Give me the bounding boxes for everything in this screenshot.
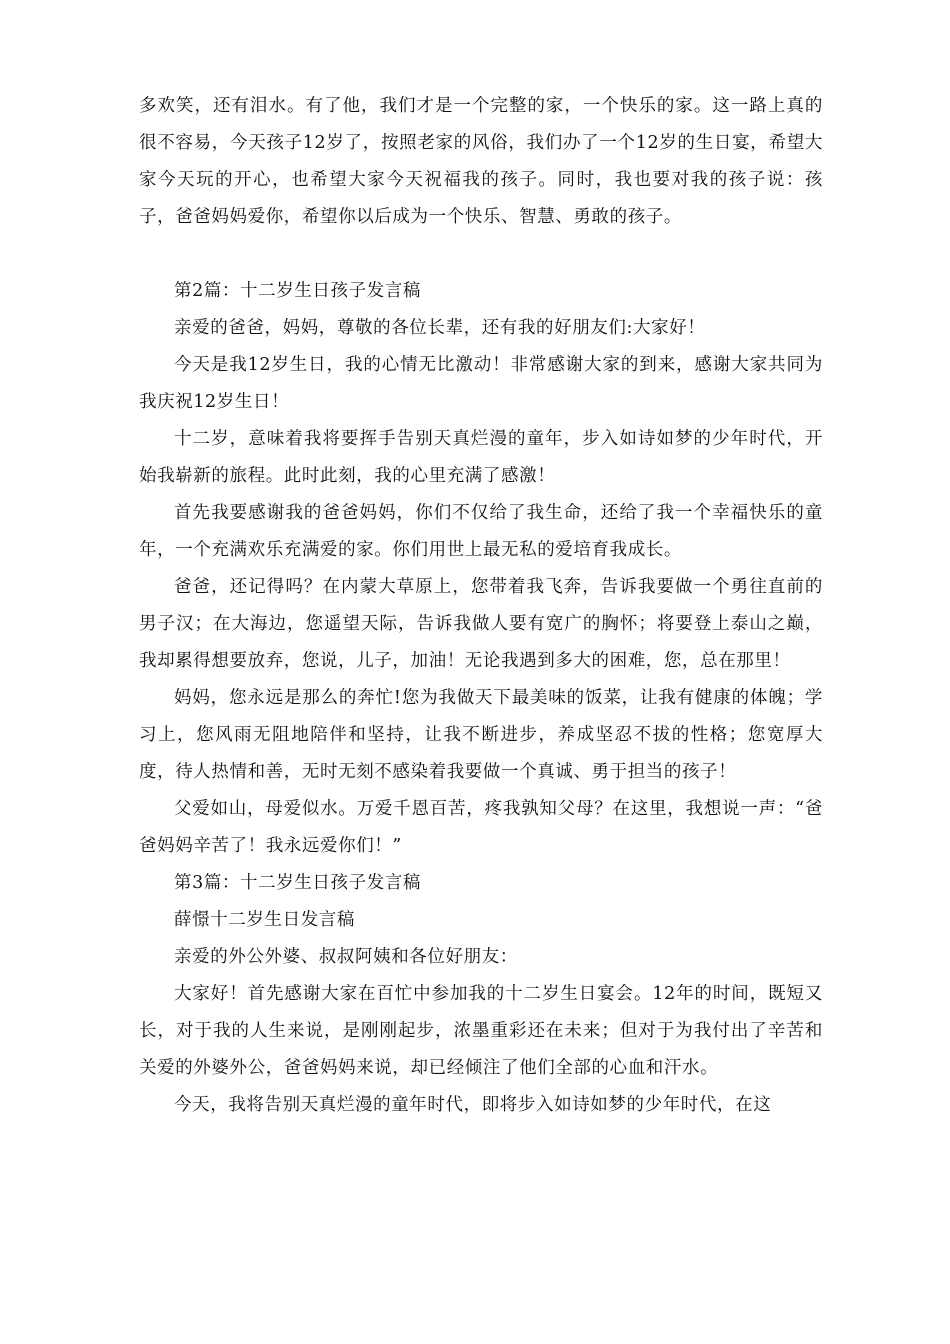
paragraph: 爸爸，还记得吗？在内蒙大草原上，您带着我飞奔，告诉我要做一个勇往直前的男子汉；在大海边，您遥望天际，告诉我做人要有宽广的胸怀；将要登上泰山之巅，我却累得想要放弃，您说，儿子，加油！无论我遇到多大的困难，您，总在那里！ xyxy=(139,577,823,671)
paragraph: 首先我要感谢我的爸爸妈妈，你们不仅给了我生命，还给了我一个幸福快乐的童年，一个充满欢乐充满爱的家。你们用世上最无私的爱培育我成长。 xyxy=(139,503,823,560)
section-heading-3: 第3篇：十二岁生日孩子发言稿 xyxy=(174,873,422,893)
paragraph: 十二岁，意味着我将要挥手告别天真烂漫的童年，步入如诗如梦的少年时代，开始我崭新的旅程。此时此刻，我的心里充满了感激！ xyxy=(139,429,823,486)
paragraph: 大家好！首先感谢大家在百忙中参加我的十二岁生日宴会。12年的时间，既短又长，对于我的人生来说，是刚刚起步，浓墨重彩还在未来；但对于为我付出了辛苦和关爱的外婆外公，爸爸妈妈来说，却已经倾注了他们全部的心血和汗水。 xyxy=(139,984,823,1078)
paragraph-greeting: 亲爱的外公外婆、叔叔阿姨和各位好朋友： xyxy=(174,947,518,967)
paragraph-truncated: 今天，我将告别天真烂漫的童年时代，即将步入如诗如梦的少年时代，在这 xyxy=(174,1095,772,1115)
speech-title: 薛憬十二岁生日发言稿 xyxy=(174,910,355,930)
document-body xyxy=(139,88,823,1124)
section-heading-2: 第2篇：十二岁生日孩子发言稿 xyxy=(174,281,422,301)
paragraph-greeting: 亲爱的爸爸，妈妈，尊敬的各位长辈，还有我的好朋友们:大家好！ xyxy=(174,318,706,338)
paragraph: 今天是我12岁生日，我的心情无比激动！非常感谢大家的到来，感谢大家共同为我庆祝12岁生日！ xyxy=(139,355,823,412)
paragraph-continuation: 多欢笑，还有泪水。有了他，我们才是一个完整的家，一个快乐的家。这一路上真的很不容易，今天孩子12岁了，按照老家的风俗，我们办了一个12岁的生日宴，希望大家今天玩的开心，也希望大家今天祝福我的孩子。同时，我也要对我的孩子说：孩子，爸爸妈妈爱你，希望你以后成为一个快乐、智慧、勇敢的孩子。 xyxy=(139,96,823,227)
paragraph: 妈妈，您永远是那么的奔忙!您为我做天下最美味的饭菜，让我有健康的体魄；学习上，您风雨无阻地陪伴和坚持，让我不断进步，养成坚忍不拔的性格；您宽厚大度，待人热情和善，无时无刻不感染着我要做一个真诚、勇于担当的孩子！ xyxy=(139,688,823,782)
paragraph: 父爱如山，母爱似水。万爱千恩百苦，疼我孰知父母？在这里，我想说一声：“爸爸妈妈辛苦了！我永远爱你们！” xyxy=(139,799,823,856)
